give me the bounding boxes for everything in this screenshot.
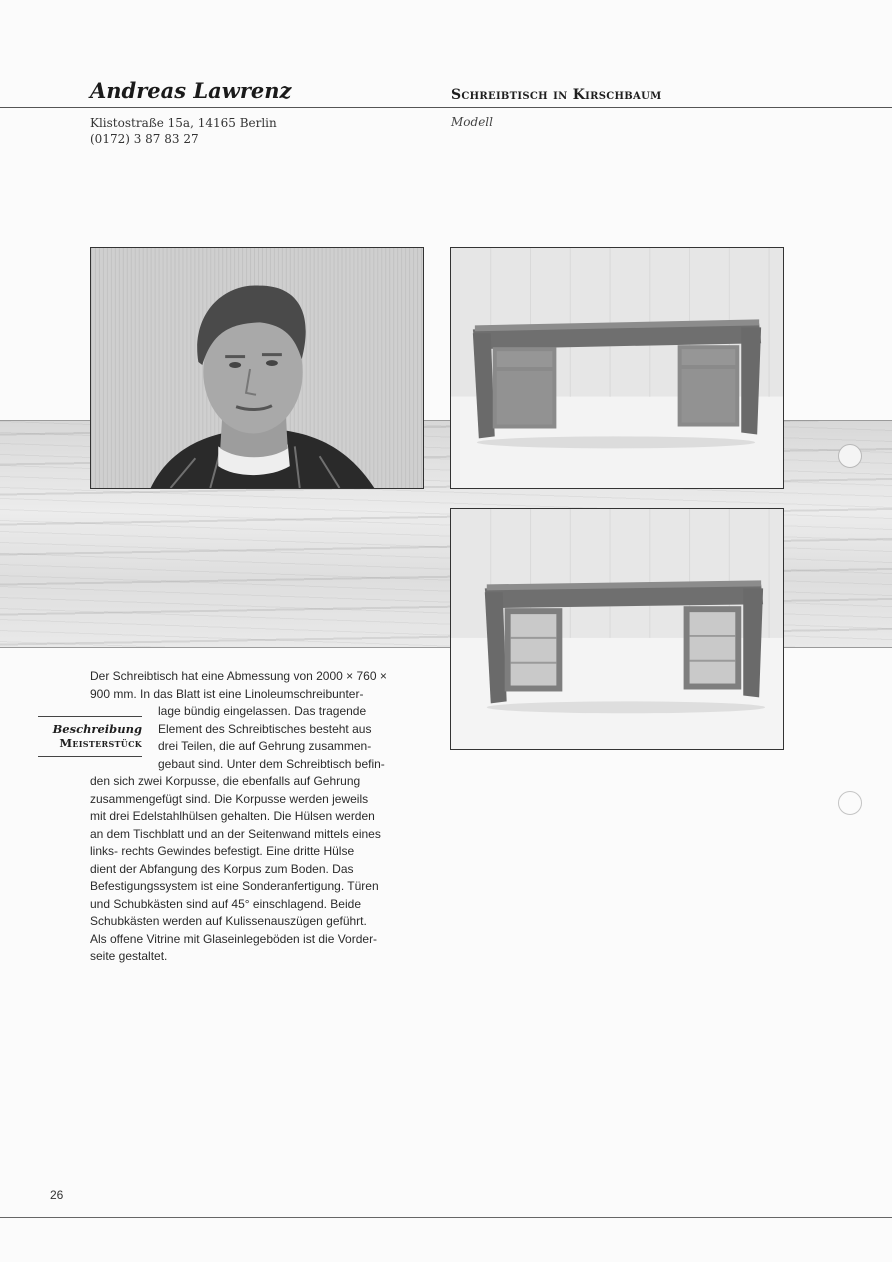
body-text-line: Als offene Vitrine mit Glaseinlegeböden ist die Vorder- [90, 931, 378, 946]
body-text-line: Befestigungssystem ist eine Sonderanfertigung. Türen [90, 879, 379, 893]
document-subtitle: Modell [451, 115, 493, 129]
header-rule [0, 107, 892, 108]
side-label-description: Beschreibung [52, 722, 142, 736]
body-text-line: seite gestaltet. [90, 949, 168, 963]
body-text-line: und Schubkästen sind auf 45° einschlagend. Beide [90, 896, 361, 911]
body-text-line: den sich zwei Korpusse, die ebenfalls auf Gehrung [90, 774, 361, 788]
address-phone: (0172) 3 87 83 27 [90, 132, 199, 146]
body-text-line: lage bündig eingelassen. Das tragende [158, 704, 367, 718]
punch-hole-notch [838, 444, 862, 468]
side-label [38, 722, 142, 750]
side-label-masterpiece: Meisterstück [59, 736, 142, 750]
body-text-line: 900 mm. In das Blatt ist eine Linoleumschreibunter- [90, 686, 364, 701]
body-text-line: mit drei Edelstahlhülsen gehalten. Die Hülsen werden [90, 809, 375, 823]
desk-vitrine-illustration [451, 509, 783, 749]
side-label-rule-top [38, 716, 142, 717]
body-text-line: Element des Schreibtisches besteht aus [158, 721, 372, 736]
body-text-line: Der Schreibtisch hat eine Abmessung von 2000 × 760 × [90, 669, 387, 683]
page-number: 26 [50, 1188, 64, 1202]
body-text-line: links- rechts Gewindes befestigt. Eine dritte Hülse [90, 844, 355, 858]
punch-hole-notch [838, 791, 862, 815]
portrait-illustration [91, 248, 423, 488]
author-name: Andreas Lawrenz [90, 78, 292, 103]
portrait-photo [90, 247, 424, 489]
desk-illustration [451, 248, 783, 488]
body-text-line: dient der Abfangung des Korpus zum Boden. Das [90, 861, 354, 876]
body-text-line: zusammengefügt sind. Die Korpusse werden jeweils [90, 791, 369, 806]
address-street: Klistostraße 15a, 14165 Berlin [90, 116, 277, 130]
side-label-rule-bottom [38, 756, 142, 757]
desk-photo-closed [450, 247, 784, 489]
body-text-line: Schubkästen werden auf Kulissenauszügen geführt. [90, 914, 367, 928]
body-text-line: an dem Tischblatt und an der Seitenwand mittels eines [90, 826, 381, 841]
footer-rule [0, 1217, 892, 1218]
body-text-line: gebaut sind. Unter dem Schreibtisch befin- [158, 756, 385, 771]
desk-photo-vitrine [450, 508, 784, 750]
body-text-line: drei Teilen, die auf Gehrung zusammen- [158, 739, 372, 753]
author-address [90, 115, 277, 147]
document-title: Schreibtisch in Kirschbaum [451, 87, 662, 103]
